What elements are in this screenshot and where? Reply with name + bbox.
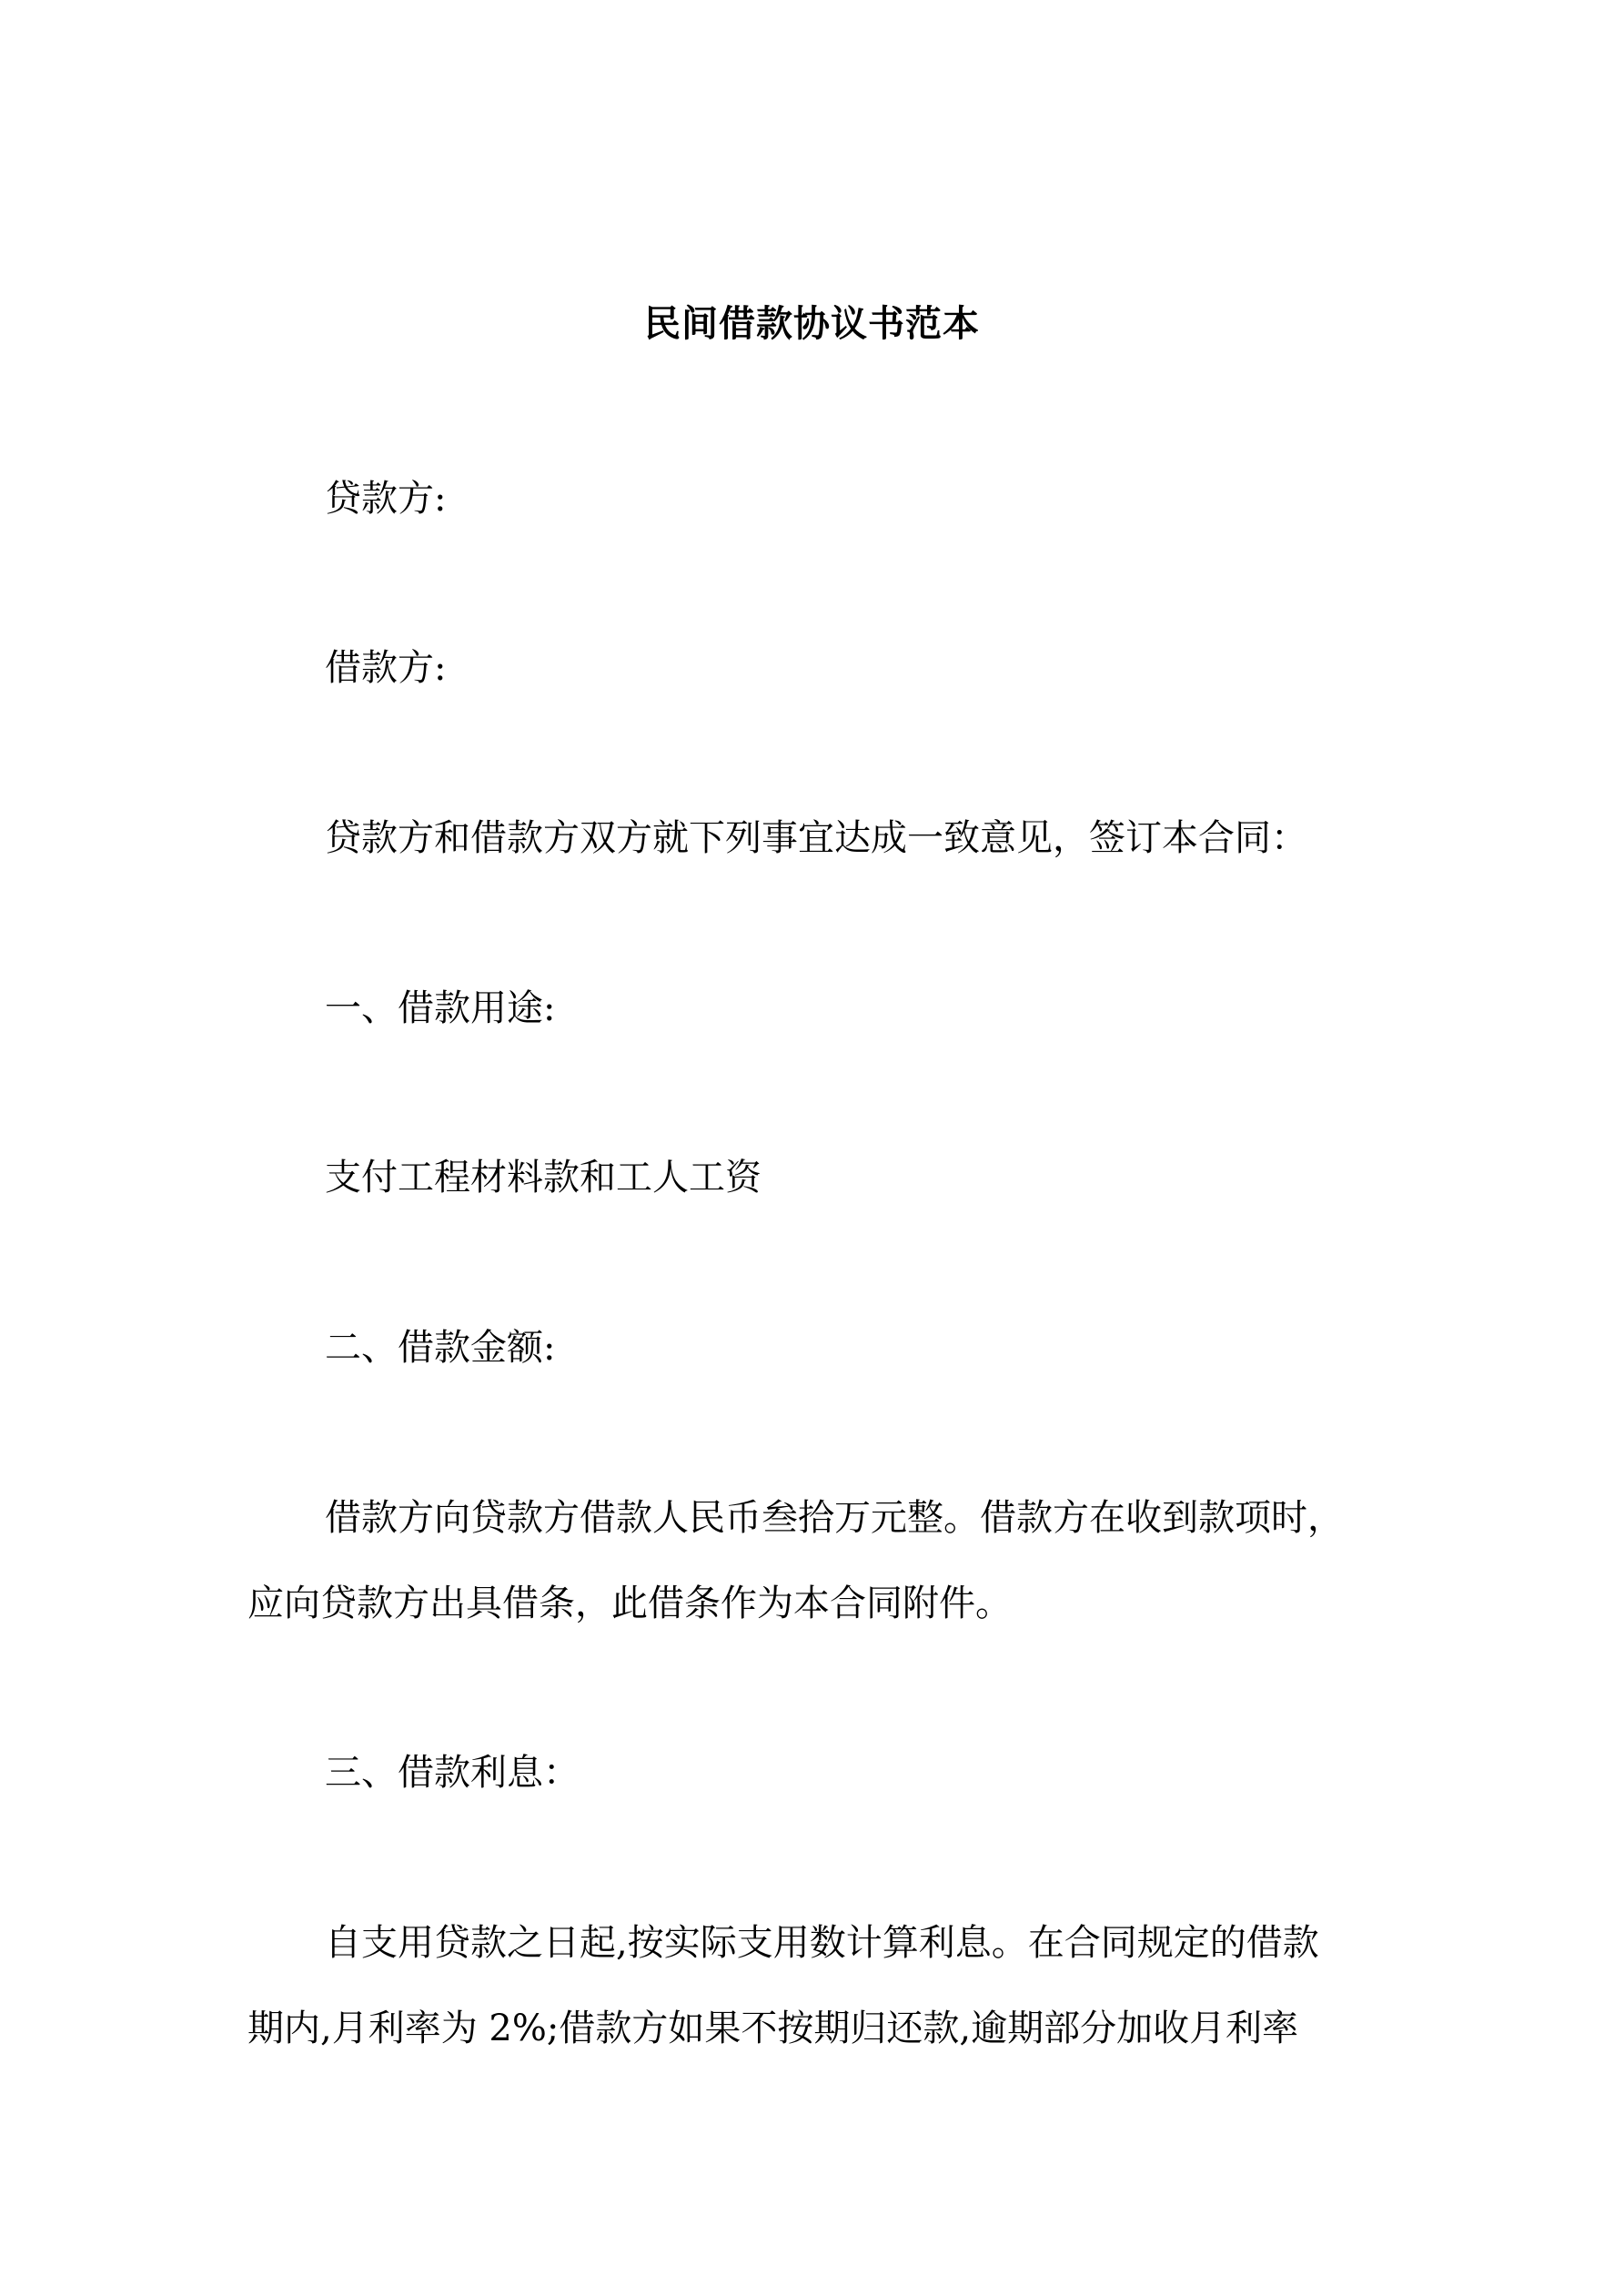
- document-title: 民间借款协议书范本: [644, 302, 980, 345]
- section-2-content-line-2: 应向贷款方出具借条，此借条作为本合同附件。: [247, 1583, 1012, 1624]
- section-3-heading: 三、借款利息：: [325, 1752, 580, 1794]
- lender-line: 贷款方:: [325, 478, 447, 520]
- borrower-line: 借款方:: [325, 647, 447, 689]
- section-2-heading: 二、借款金额:: [325, 1327, 556, 1369]
- section-2-content-line-1: 借款方向贷款方借款人民币叁拾万元整。借款方在收到款项时，: [325, 1497, 1344, 1539]
- section-1-content: 支付工程材料款和工人工资: [325, 1157, 762, 1199]
- agreement-intro: 贷款方和借款方双方就下列事宜达成一致意见，签订本合同：: [325, 817, 1307, 859]
- section-3-content-line-1: 自支用贷款之日起,按实际支用数计算利息。在合同规定的借款: [325, 1922, 1319, 1964]
- section-3-content-line-2: 期内,月利率为 2%;借款方如果不按期归还款,逾期部分加收月利率: [247, 2008, 1299, 2049]
- section-1-heading: 一、借款用途:: [325, 987, 556, 1029]
